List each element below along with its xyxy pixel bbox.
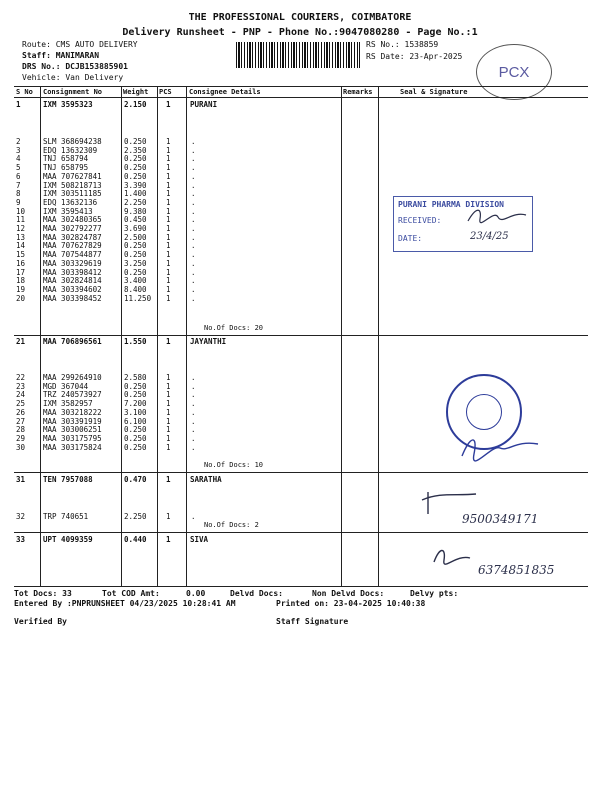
- col-sno: S No: [16, 88, 33, 96]
- row-consignment: MAA 302480365: [43, 215, 102, 225]
- row-consignee-dot: .: [191, 407, 196, 417]
- row-pcs: 1: [166, 137, 171, 146]
- pcx-stamp: PCX: [476, 44, 552, 100]
- row-sno: 17: [16, 267, 26, 277]
- row-consignee-dot: .: [191, 145, 196, 155]
- row-sno: 4: [16, 154, 21, 164]
- row-weight: 3.690: [124, 224, 147, 233]
- stamp-division: PURANI PHARMA DIVISION: [398, 200, 504, 209]
- row-weight: 2.250: [124, 512, 147, 521]
- row-pcs: 1: [166, 241, 171, 251]
- row-weight: 2.150: [124, 100, 147, 109]
- row-consignee-dot: .: [191, 232, 196, 242]
- row-consignee-dot: .: [191, 433, 196, 443]
- siva-signature-icon: [430, 544, 474, 570]
- row-consignment: MAA 302792277: [43, 224, 102, 233]
- row-sno: 10: [16, 206, 26, 216]
- row-sno: 19: [16, 284, 26, 294]
- route: Route: CMS AUTO DELIVERY: [22, 40, 138, 49]
- row-consignee-dot: .: [191, 416, 196, 426]
- row-sno: 24: [16, 390, 26, 400]
- row-pcs: 1: [166, 258, 171, 268]
- row-consignment: MAA 303175824: [43, 442, 102, 452]
- row-pcs: 1: [166, 535, 171, 544]
- row-pcs: 1: [166, 293, 171, 303]
- row-pcs: 1: [166, 232, 171, 242]
- row-pcs: 1: [166, 381, 171, 391]
- col-weight: Weight: [123, 88, 149, 96]
- purani-signature-icon: [464, 205, 530, 227]
- row-consignee-dot: .: [191, 267, 196, 277]
- row-sno: 12: [16, 224, 26, 233]
- row-consignee-dot: .: [191, 284, 196, 294]
- stamp-date-label: DATE:: [398, 234, 423, 243]
- row-weight: 0.250: [124, 381, 147, 391]
- row-sno: 16: [16, 258, 26, 268]
- row-weight: 3.100: [124, 407, 147, 417]
- row-sno: 23: [16, 381, 26, 391]
- purani-received-stamp: [393, 196, 533, 252]
- row-consignment: MAA 303329619: [43, 258, 102, 268]
- row-sno: 9: [16, 197, 21, 207]
- row-weight: 0.250: [124, 137, 147, 146]
- row-consignee-dot: .: [191, 241, 196, 251]
- row-consignment: MAA 299264910: [43, 373, 102, 382]
- row-consignment: MAA 302824814: [43, 276, 102, 286]
- row-sno: 20: [16, 293, 26, 303]
- row-consignee-dot: .: [191, 137, 196, 146]
- group-separator: [14, 335, 588, 336]
- barcode: [236, 42, 360, 68]
- row-consignment: MAA 707627841: [43, 171, 102, 181]
- row-consignment: UPT 4099359: [43, 535, 93, 544]
- row-consignee-dot: .: [191, 171, 196, 181]
- row-consignee-dot: .: [191, 381, 196, 391]
- row-sno: 32: [16, 512, 26, 521]
- delvd-docs: Delvd Docs:: [230, 589, 283, 598]
- non-delvd-docs: Non Delvd Docs:: [312, 589, 385, 598]
- row-consignee-dot: .: [191, 293, 196, 303]
- row-sno: 7: [16, 180, 21, 190]
- row-sno: 5: [16, 163, 21, 173]
- row-consignee-dot: .: [191, 163, 196, 173]
- row-weight: 0.250: [124, 267, 147, 277]
- row-sno: 29: [16, 433, 26, 443]
- row-consignment: MAA 706896561: [43, 337, 102, 346]
- row-consignment: EDQ 13632309: [43, 145, 98, 155]
- row-pcs: 1: [166, 373, 171, 382]
- row-consignment: MAA 302824787: [43, 232, 102, 242]
- row-pcs: 1: [166, 337, 171, 346]
- row-consignment: MAA 303398452: [43, 293, 102, 303]
- row-sno: 30: [16, 442, 26, 452]
- row-pcs: 1: [166, 180, 171, 190]
- table-header-rule: [14, 97, 588, 98]
- row-sno: 31: [16, 475, 26, 484]
- consignee-name: JAYANTHI: [190, 337, 227, 346]
- row-pcs: 1: [166, 276, 171, 286]
- row-pcs: 1: [166, 475, 171, 484]
- row-consignment: IXM 3582957: [43, 399, 93, 409]
- row-weight: 2.350: [124, 145, 147, 155]
- group-doc-count: No.Of Docs: 20: [204, 324, 264, 332]
- row-consignment: IXM 303511185: [43, 189, 102, 199]
- jayanthi-signature-icon: [456, 430, 542, 464]
- company-title: THE PROFESSIONAL COURIERS, COIMBATORE: [188, 12, 412, 23]
- row-consignee-dot: .: [191, 224, 196, 233]
- row-consignee-dot: .: [191, 189, 196, 199]
- row-sno: 25: [16, 399, 26, 409]
- row-weight: 0.250: [124, 241, 147, 251]
- row-pcs: 1: [166, 390, 171, 400]
- row-weight: 1.550: [124, 337, 147, 346]
- runsheet-title: Delivery Runsheet - PNP - Phone No.:9047080280 - Page No.:1: [122, 27, 478, 38]
- stamp-date-handwritten: 23/4/25: [470, 231, 509, 242]
- row-pcs: 1: [166, 416, 171, 426]
- row-consignee-dot: .: [191, 206, 196, 216]
- row-weight: 0.250: [124, 425, 147, 435]
- row-weight: 3.400: [124, 276, 147, 286]
- footer-rule: [14, 586, 588, 587]
- col-pcs: PCS: [159, 88, 172, 96]
- row-pcs: 1: [166, 189, 171, 199]
- table-top-rule: [14, 86, 588, 87]
- row-pcs: 1: [166, 442, 171, 452]
- row-weight: 11.250: [124, 293, 152, 303]
- staff-signature: Staff Signature: [276, 617, 349, 626]
- row-weight: 0.250: [124, 433, 147, 443]
- row-sno: 3: [16, 145, 21, 155]
- row-consignee-dot: .: [191, 154, 196, 164]
- row-pcs: 1: [166, 206, 171, 216]
- row-sno: 33: [16, 535, 26, 544]
- row-consignment: MAA 707544877: [43, 250, 102, 260]
- staff: Staff: MANIMARAN: [22, 51, 100, 60]
- row-sno: 1: [16, 100, 21, 109]
- row-consignment: IXM 3595413: [43, 206, 93, 216]
- row-weight: 0.250: [124, 154, 147, 164]
- col-consignee: Consignee Details: [189, 88, 261, 96]
- row-consignee-dot: .: [191, 442, 196, 452]
- tot-docs: Tot Docs: 33: [14, 589, 72, 598]
- drs-no: DRS No.: DCJB153885901: [22, 62, 128, 71]
- row-consignment: MAA 303394602: [43, 284, 102, 294]
- row-weight: 3.390: [124, 180, 147, 190]
- row-weight: 0.450: [124, 215, 147, 225]
- row-sno: 14: [16, 241, 26, 251]
- col-remarks: Remarks: [343, 88, 373, 96]
- row-sno: 21: [16, 337, 26, 346]
- row-consignee-dot: .: [191, 425, 196, 435]
- row-consignee-dot: .: [191, 399, 196, 409]
- row-sno: 18: [16, 276, 26, 286]
- row-consignment: TRZ 240573927: [43, 390, 102, 400]
- row-weight: 2.500: [124, 232, 147, 242]
- row-sno: 8: [16, 189, 21, 199]
- row-pcs: 1: [166, 407, 171, 417]
- row-sno: 11: [16, 215, 26, 225]
- row-pcs: 1: [166, 512, 171, 521]
- entered-by: Entered By :PNPRUNSHEET 04/23/2025 10:28:41 AM: [14, 599, 236, 608]
- siva-phone-handwritten: 6374851835: [478, 563, 555, 577]
- row-consignment: SLM 368694238: [43, 137, 102, 146]
- row-pcs: 1: [166, 197, 171, 207]
- row-consignment: EDQ 13632136: [43, 197, 98, 207]
- row-weight: 2.250: [124, 197, 147, 207]
- group-doc-count: No.Of Docs: 2: [204, 521, 259, 529]
- vehicle: Vehicle: Van Delivery: [22, 73, 124, 82]
- row-weight: 0.250: [124, 390, 147, 400]
- row-consignee-dot: .: [191, 390, 196, 400]
- row-pcs: 1: [166, 215, 171, 225]
- group-doc-count: No.Of Docs: 10: [204, 461, 264, 469]
- row-sno: 28: [16, 425, 26, 435]
- row-weight: 0.440: [124, 535, 147, 544]
- row-weight: 0.250: [124, 250, 147, 260]
- consignee-name: PURANI: [190, 100, 218, 109]
- row-sno: 26: [16, 407, 26, 417]
- tot-cod-label: Tot COD Amt:: [102, 589, 160, 598]
- row-consignment: IXM 508218713: [43, 180, 102, 190]
- row-pcs: 1: [166, 163, 171, 173]
- row-sno: 2: [16, 137, 21, 146]
- row-sno: 22: [16, 373, 26, 382]
- row-sno: 13: [16, 232, 26, 242]
- consignee-name: SARATHA: [190, 475, 222, 484]
- row-consignment: TNJ 658794: [43, 154, 89, 164]
- row-consignee-dot: .: [191, 250, 196, 260]
- row-consignee-dot: .: [191, 215, 196, 225]
- row-pcs: 1: [166, 224, 171, 233]
- verified-by: Verified By: [14, 617, 67, 626]
- row-sno: 27: [16, 416, 26, 426]
- col-seal: Seal & Signature: [400, 88, 468, 96]
- row-weight: 9.380: [124, 206, 147, 216]
- row-pcs: 1: [166, 154, 171, 164]
- row-pcs: 1: [166, 100, 171, 109]
- rs-date: RS Date: 23-Apr-2025: [366, 52, 463, 61]
- row-weight: 1.400: [124, 189, 147, 199]
- row-consignment: MAA 303391919: [43, 416, 102, 426]
- row-consignee-dot: .: [191, 197, 196, 207]
- row-weight: 0.250: [124, 171, 147, 181]
- row-weight: 0.250: [124, 442, 147, 452]
- row-pcs: 1: [166, 399, 171, 409]
- row-pcs: 1: [166, 284, 171, 294]
- row-weight: 8.400: [124, 284, 147, 294]
- row-pcs: 1: [166, 267, 171, 277]
- row-consignee-dot: .: [191, 373, 196, 382]
- row-consignment: TNJ 658795: [43, 163, 89, 173]
- row-consignee-dot: .: [191, 276, 196, 286]
- row-sno: 15: [16, 250, 26, 260]
- row-consignment: MAA 303398412: [43, 267, 102, 277]
- row-pcs: 1: [166, 250, 171, 260]
- row-consignment: MAA 303006251: [43, 425, 102, 435]
- consignee-name: SIVA: [190, 535, 209, 544]
- saratha-phone-handwritten: 9500349171: [462, 512, 539, 526]
- col-consignment: Consignment No: [43, 88, 103, 96]
- row-consignee-dot: .: [191, 258, 196, 268]
- row-pcs: 1: [166, 433, 171, 443]
- group-separator: [14, 472, 588, 473]
- row-sno: 6: [16, 171, 21, 181]
- row-consignment: MAA 707627829: [43, 241, 102, 251]
- printed-on: Printed on: 23-04-2025 10:40:38: [276, 599, 426, 608]
- row-consignment: MGD 367044: [43, 381, 89, 391]
- row-pcs: 1: [166, 145, 171, 155]
- row-consignment: MAA 303218222: [43, 407, 102, 417]
- row-consignment: TRP 740651: [43, 512, 89, 521]
- row-weight: 0.470: [124, 475, 147, 484]
- row-weight: 0.250: [124, 163, 147, 173]
- row-pcs: 1: [166, 171, 171, 181]
- group-separator: [14, 532, 588, 533]
- row-pcs: 1: [166, 425, 171, 435]
- row-weight: 6.100: [124, 416, 147, 426]
- row-consignment: MAA 303175795: [43, 433, 102, 443]
- row-weight: 3.250: [124, 258, 147, 268]
- delvy-pts: Delvy pts:: [410, 589, 459, 598]
- tot-cod-value: 0.00: [186, 589, 206, 598]
- rs-no: RS No.: 1538859: [366, 40, 439, 49]
- row-consignment: IXM 3595323: [43, 100, 93, 109]
- row-weight: 2.580: [124, 373, 147, 382]
- row-consignee-dot: .: [191, 180, 196, 190]
- row-consignment: TEN 7957088: [43, 475, 93, 484]
- row-consignee-dot: .: [191, 512, 196, 521]
- stamp-received: RECEIVED:: [398, 216, 442, 225]
- row-weight: 7.200: [124, 399, 147, 409]
